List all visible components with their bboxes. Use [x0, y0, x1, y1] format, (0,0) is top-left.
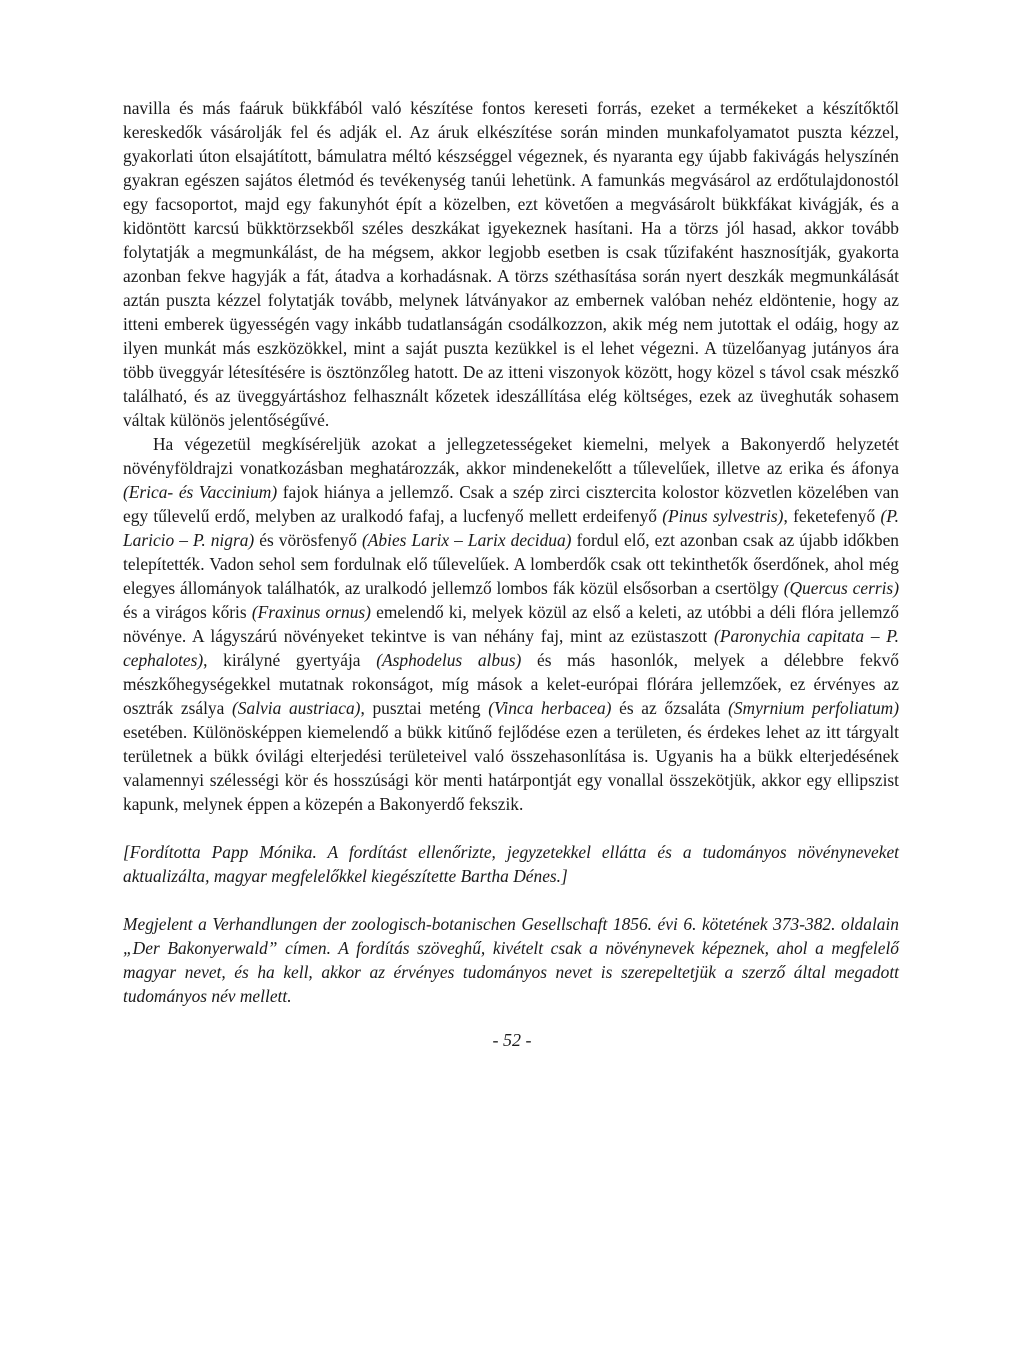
italic-text-segment: (Vinca herbacea) [488, 698, 612, 718]
italic-text-segment: (Paronychia capitata – P. cephalotes) [123, 626, 899, 670]
page-number: - 52 - [492, 1030, 532, 1050]
italic-text-segment: (Abies Larix – Larix decidua) [362, 530, 572, 550]
text-segment: fajok hiánya a jellemző. Csak a szép zirci cisztercita kolostor közvetlen közelében van egy tűlevelű erdő, melyben az uralkodó fafaj, a lucfenyő mellett erdeifenyő [123, 482, 899, 526]
italic-text-segment: (Quercus cerris) [783, 578, 899, 598]
body-paragraph [123, 432, 899, 816]
text-segment: és az őzsaláta [611, 698, 729, 718]
text-segment: , feketefenyő [783, 506, 881, 526]
text-segment: emelendő ki, melyek közül az első a keleti, az utóbbi a déli flóra jellemző növénye. A lágyszárú növényeket tekintve is van néhány faj, mint az ezüstaszott [123, 602, 899, 646]
italic-text-segment: (Fraxinus ornus) [251, 602, 371, 622]
text-segment: navilla és más faáruk bükkfából való készítése fontos kereseti forrás, ezeket a termékeket a készítőktől kereskedők vásárolják fel és adják el. Az áruk elkészítése során minden munkafolyamatot puszta kézzel, gyakorlati úton elsajátított, bámulatra méltó készséggel végeznek, és nyaranta egy újabb fakivágás helyszínén gyakran egészen sajátos életmód és tevékenység tanúi lehetünk. A famunkás megvásárol az erdőtulajdonostól egy facsoportot, majd egy fakunyhót épít a közelben, ezt követően a megvásárolt bükkfákat kivágják, és a kidöntött karcsú bükktörzsekből széles deszkákat igyekeznek hasítani. Ha a törzs jól hasad, akkor tovább folytatják a megmunkálást, de ha mégsem, akkor legjobb esetben is csak tűzifaként hasznosítják, gyakorta azonban fekve hagyják a fát, átadva a korhadásnak. A törzs széthasítása során nyert deszkák megmunkálását aztán puszta kézzel folytatják tovább, melynek látványakor az embernek valóban nehéz eldöntenie, hogy az itteni emberek ügyességén vagy inkább tudatlanságán csodálkozzon, akik még nem jutottak el odáig, hogy az ilyen munkát más eszközökkel, mint a saját puszta kezükkel is el lehet végezni. A tüzelőanyag jutányos ára több üveggyár létesítésére is ösztönzőleg hatott. De az itteni viszonyok között, hogy közel s távol csak mészkő található, és az üveggyártáshoz felhasznált kőzetek ideszállítása elég költséges, ezek az üveghuták sohasem váltak különös jelentőségűvé. [123, 98, 899, 430]
text-segment: , királyné gyertyája [203, 650, 377, 670]
text-segment: és más hasonlók, melyek a délebbre fekvő mészkőhegységekkel mutatnak rokonságot, míg mások a kelet-európai flórára jellemzőek, ez érvényes az osztrák zsálya [123, 650, 899, 718]
italic-text-segment: (P. Laricio – P. nigra) [123, 506, 899, 550]
body-paragraph [123, 96, 899, 432]
italic-note-paragraph [123, 840, 899, 888]
italic-text-segment: (Smyrnium perfoliatum) [728, 698, 899, 718]
document-page [123, 96, 899, 1008]
text-segment: esetében. Különösképpen kiemelendő a bükk kitűnő fejlődése ezen a területen, és érdekes lehet az itt tárgyalt területnek a bükk óvilági elterjedési területeivel való összehasonlítása is. Ugyanis ha a bükk elterjedésének valamennyi szélességi kör és hosszúsági kör menti határpontját egy vonallal összekötjük, akkor egy ellipszist kapunk, melynek éppen a közepén a Bakonyerdő fekszik. [123, 722, 899, 814]
text-segment: és vörösfenyő [254, 530, 363, 550]
italic-text-segment: (Erica- és Vaccinium) [123, 482, 278, 502]
italic-text-segment: Megjelent a Verhandlungen der zoologisch-botanischen Gesellschaft 1856. évi 6. kötetének 373-382. oldalain „Der Bakonyerwald” címen. A fordítás szöveghű, kivételt csak a növénynevek képeznek, ahol a megfelelő magyar nevet, és ha kell, akkor az érvényes tudományos nevet is szerepeltetjük a szerző által megadott tudományos név mellett. [123, 914, 899, 1006]
text-segment: fordul elő, ezt azonban csak az újabb időkben telepítették. Vadon sehol sem fordulnak elő tűlevelűek. A lomberdők csak ott tekinthetők őserdőnek, ahol még elegyes állományok találhatók, az uralkodó jellemző lombos fák közül elsősorban a csertölgy [123, 530, 899, 598]
italic-text-segment: (Asphodelus albus) [376, 650, 522, 670]
italic-text-segment: (Salvia austriaca) [232, 698, 361, 718]
italic-note-paragraph [123, 912, 899, 1008]
text-segment: , pusztai meténg [360, 698, 489, 718]
text-segment: és a virágos kőris [123, 602, 252, 622]
text-segment: Ha végezetül megkíséreljük azokat a jellegzetességeket kiemelni, melyek a Bakonyerdő helyzetét növényföldrajzi vonatkozásban meghatározzák, akkor mindenekelőtt a tűlevelűek, illetve az erika és áfonya [123, 434, 899, 478]
text-body [123, 96, 899, 1008]
italic-text-segment: (Pinus sylvestris) [662, 506, 784, 526]
italic-text-segment: [Fordította Papp Mónika. A fordítást ellenőrizte, jegyzetekkel ellátta és a tudományos növényneveket aktualizálta, magyar megfelelőkkel kiegészítette Bartha Dénes.] [123, 842, 899, 886]
